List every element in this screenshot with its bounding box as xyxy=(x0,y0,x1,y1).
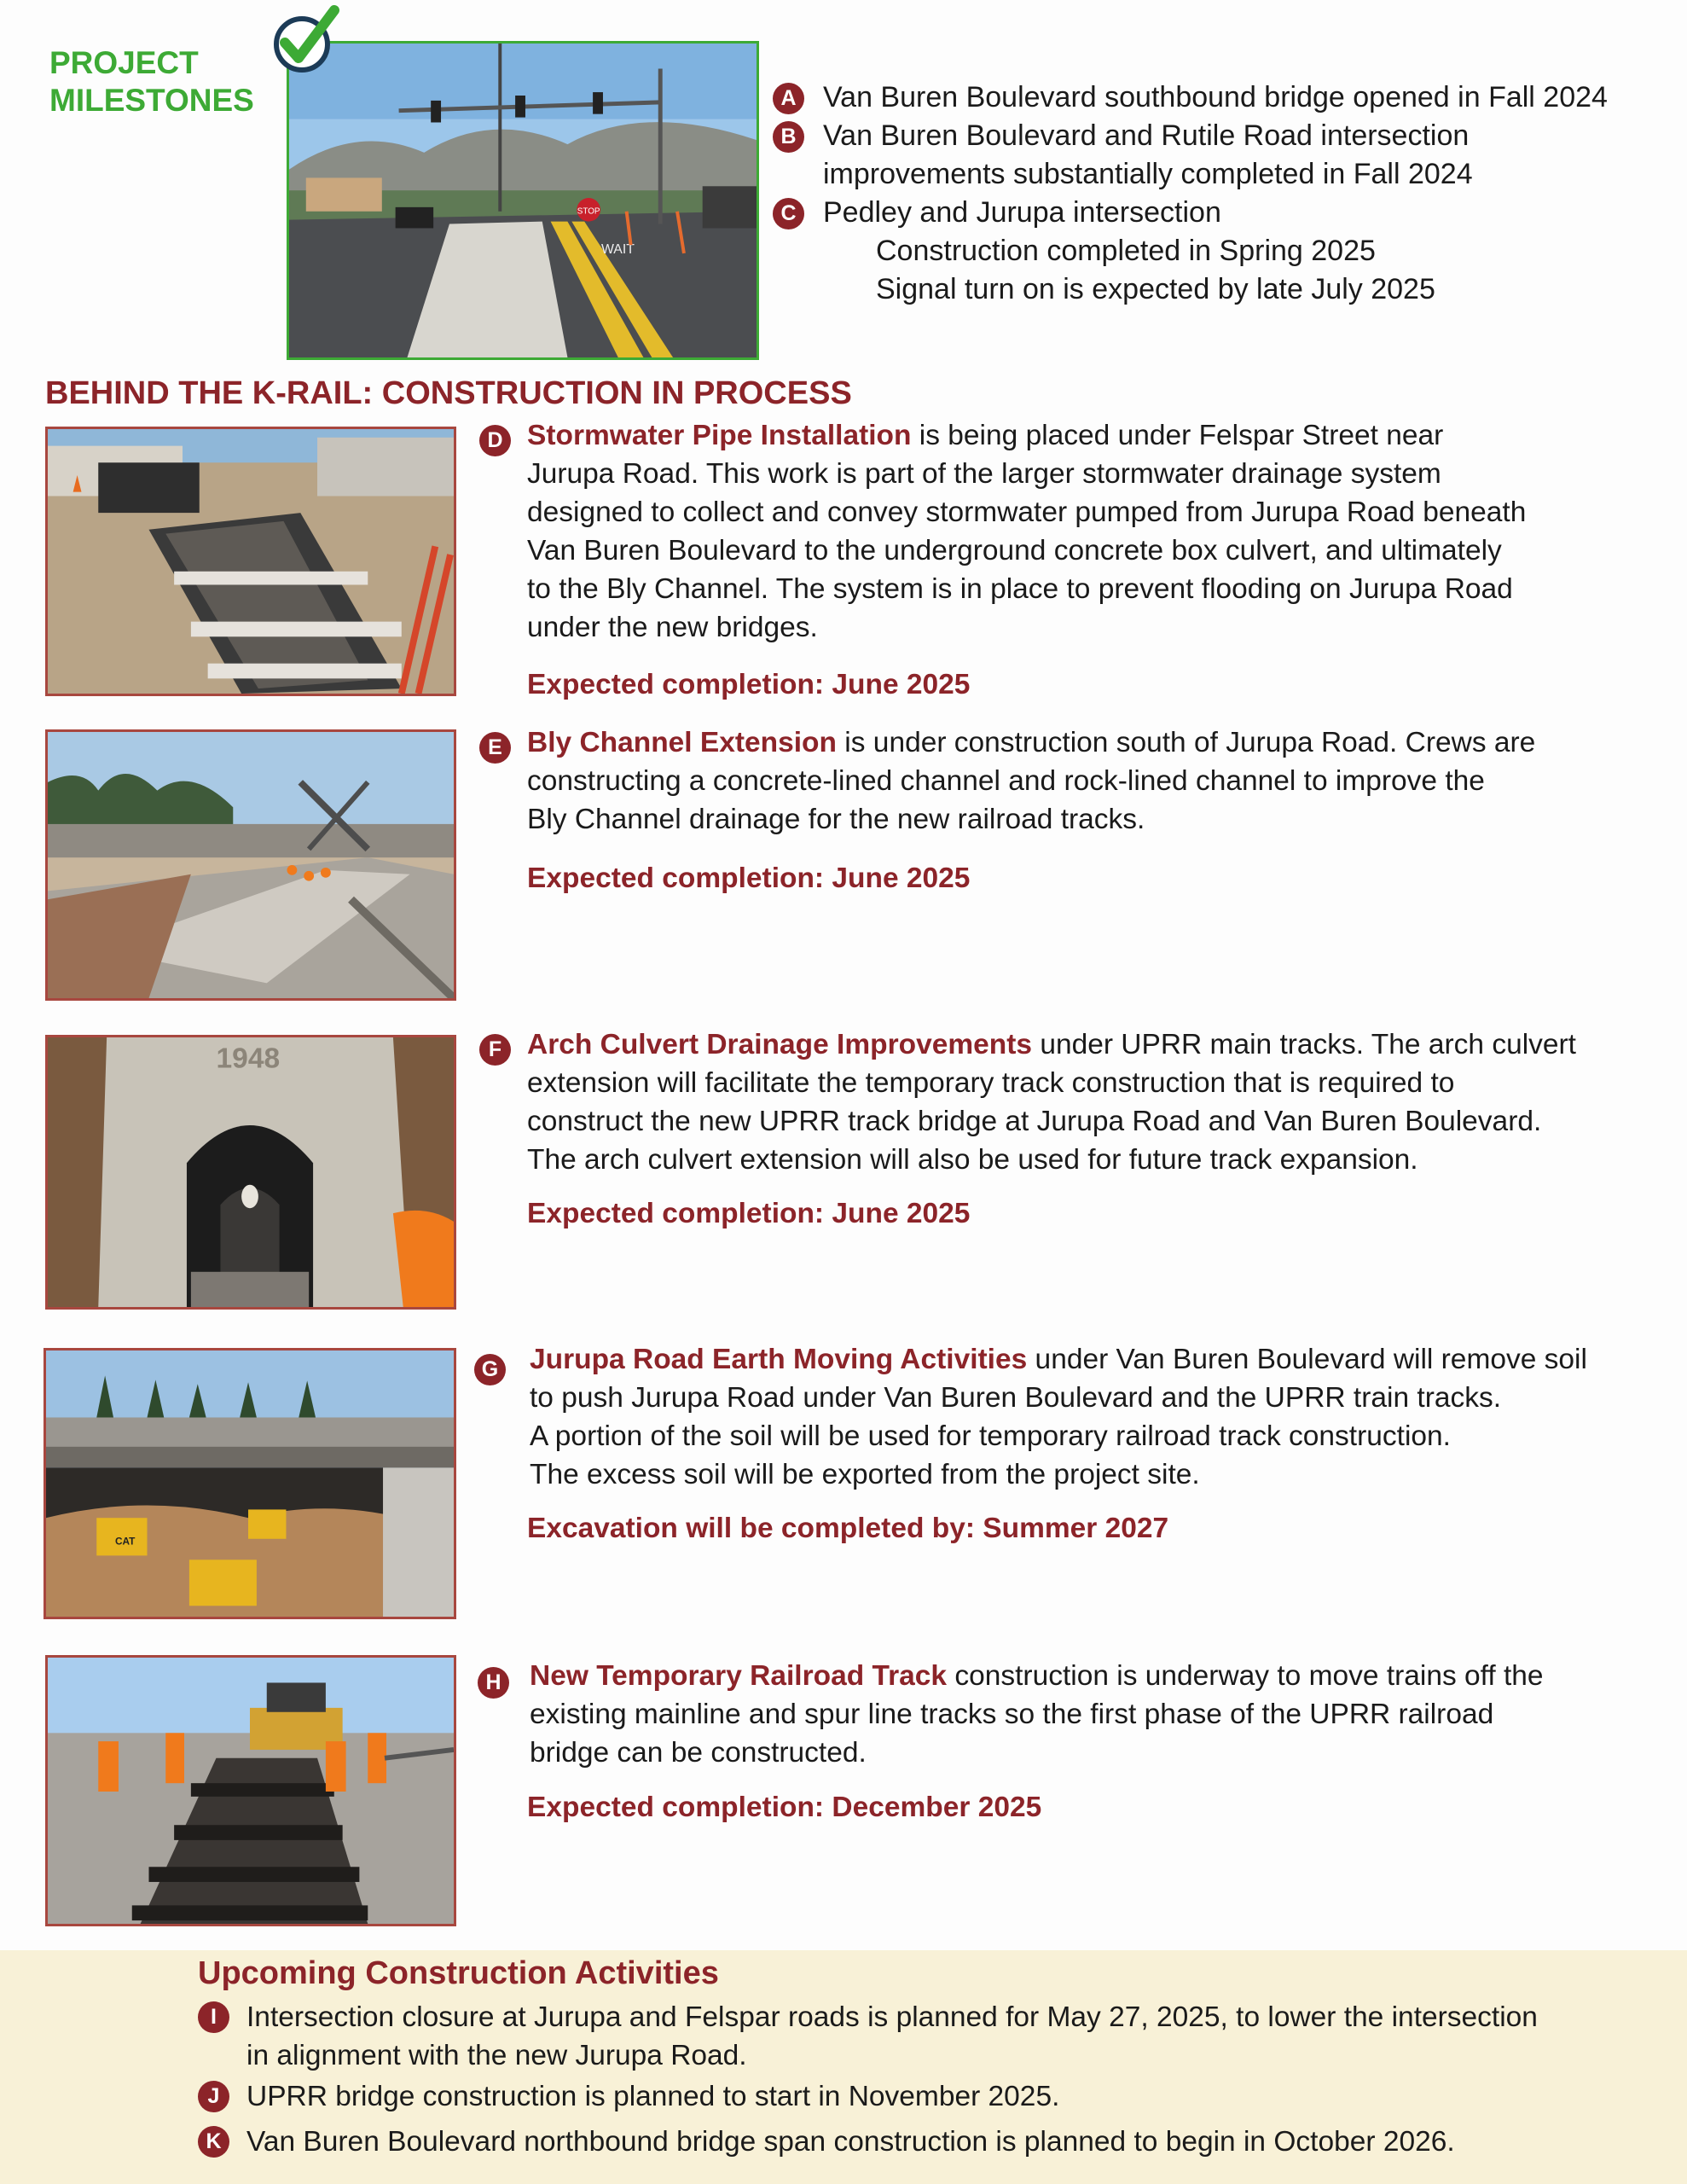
item-description: Jurupa Road Earth Moving Activities under Van Buren Boulevard will remove soil to push Jurupa Road under Van Buren Boulevard and the UPRR train tracks. A portion of the soil will be used for temporary railroad track construction. The excess soil will be exported from the project site. xyxy=(530,1344,1587,1490)
item-heading: Stormwater Pipe Installation xyxy=(527,420,912,451)
item-heading: Arch Culvert Drainage Improvements xyxy=(527,1029,1033,1060)
item-heading: Jurupa Road Earth Moving Activities xyxy=(530,1344,1028,1375)
item-letter-badge: H xyxy=(478,1667,509,1699)
milestone-item: B Van Buren Boulevard and Rutile Road intersection improvements substantially completed in Fall 2024 xyxy=(773,117,1677,194)
upcoming-item: I Intersection closure at Jurupa and Felspar roads is planned for May 27, 2025, to lower the intersection in alignment with the new Jurupa Road. xyxy=(198,1998,1679,2075)
bly-channel-photo xyxy=(45,729,456,1001)
section-title: BEHIND THE K-RAIL: CONSTRUCTION IN PROCESS xyxy=(45,375,852,411)
upcoming-item: K Van Buren Boulevard northbound bridge span construction is planned to begin in October 2026. xyxy=(198,2123,1679,2161)
milestones-photo xyxy=(287,41,759,360)
milestone-item: A Van Buren Boulevard southbound bridge opened in Fall 2024 xyxy=(773,78,1677,117)
expected-completion: Excavation will be completed by: Summer 2027 xyxy=(527,1513,1169,1544)
item-description: Stormwater Pipe Installation is being placed under Felspar Street near Jurupa Road. This work is part of the larger stormwater drainage system designed to collect and convey stormwater pumped from Jurupa Road beneath Van Buren Boulevard to the underground concrete box culvert, and ultimately to the Bly Channel. The system is in place to prevent flooding on Jurupa Road under the new bridges. xyxy=(527,420,1527,643)
upcoming-letter-badge: I xyxy=(198,2001,229,2033)
arch-culvert-photo xyxy=(45,1035,456,1310)
milestones-list xyxy=(773,78,1677,309)
culvert-stamp-text: 1948 xyxy=(216,1043,281,1075)
milestones-title: PROJECT MILESTONES xyxy=(49,45,254,118)
milestone-item: C Pedley and Jurupa intersection xyxy=(773,194,1677,232)
stormwater-photo xyxy=(45,427,456,696)
milestone-letter-badge: B xyxy=(773,121,804,153)
item-letter-badge: G xyxy=(474,1354,506,1385)
earth-moving-photo xyxy=(43,1348,456,1619)
item-description: Bly Channel Extension is under construction south of Jurupa Road. Crews are constructing a concrete-lined channel and rock-lined channel to improve the Bly Channel drainage for the new railroad tracks. xyxy=(527,727,1536,835)
item-letter-badge: F xyxy=(479,1034,511,1066)
upcoming-item: J UPRR bridge construction is planned to start in November 2025. xyxy=(198,2077,1679,2116)
milestone-subitem: Signal turn on is expected by late July 2025 xyxy=(876,273,1435,305)
milestone-letter-badge: A xyxy=(773,83,804,114)
expected-completion: Expected completion: June 2025 xyxy=(527,863,971,894)
expected-completion: Expected completion: June 2025 xyxy=(527,1198,971,1229)
upcoming-letter-badge: J xyxy=(198,2081,229,2112)
upcoming-title: Upcoming Construction Activities xyxy=(198,1955,719,1991)
checkmark-icon xyxy=(271,5,345,78)
milestone-letter-badge: C xyxy=(773,198,804,229)
item-heading: New Temporary Railroad Track xyxy=(530,1660,948,1692)
expected-completion: Expected completion: December 2025 xyxy=(527,1792,1042,1823)
item-description: New Temporary Railroad Track construction is underway to move trains off the existing mainline and spur line tracks so the first phase of the UPRR railroad bridge can be constructed. xyxy=(530,1660,1544,1769)
road-marking-text: WAIT xyxy=(600,242,635,257)
stop-sign-text: STOP xyxy=(577,206,600,217)
milestone-subitem: Construction completed in Spring 2025 xyxy=(876,235,1376,267)
expected-completion: Expected completion: June 2025 xyxy=(527,669,971,700)
equipment-text: CAT xyxy=(114,1535,136,1548)
railroad-track-photo xyxy=(45,1655,456,1926)
item-letter-badge: D xyxy=(479,425,511,456)
item-description: Arch Culvert Drainage Improvements under UPRR main tracks. The arch culvert extension will facilitate the temporary track construction that is required to construct the new UPRR track bridge at Jurupa Road and Van Buren Boulevard. The arch culvert extension will also be used for future track expansion. xyxy=(527,1029,1576,1176)
upcoming-letter-badge: K xyxy=(198,2126,229,2158)
item-letter-badge: E xyxy=(479,732,511,764)
item-heading: Bly Channel Extension xyxy=(527,727,837,758)
